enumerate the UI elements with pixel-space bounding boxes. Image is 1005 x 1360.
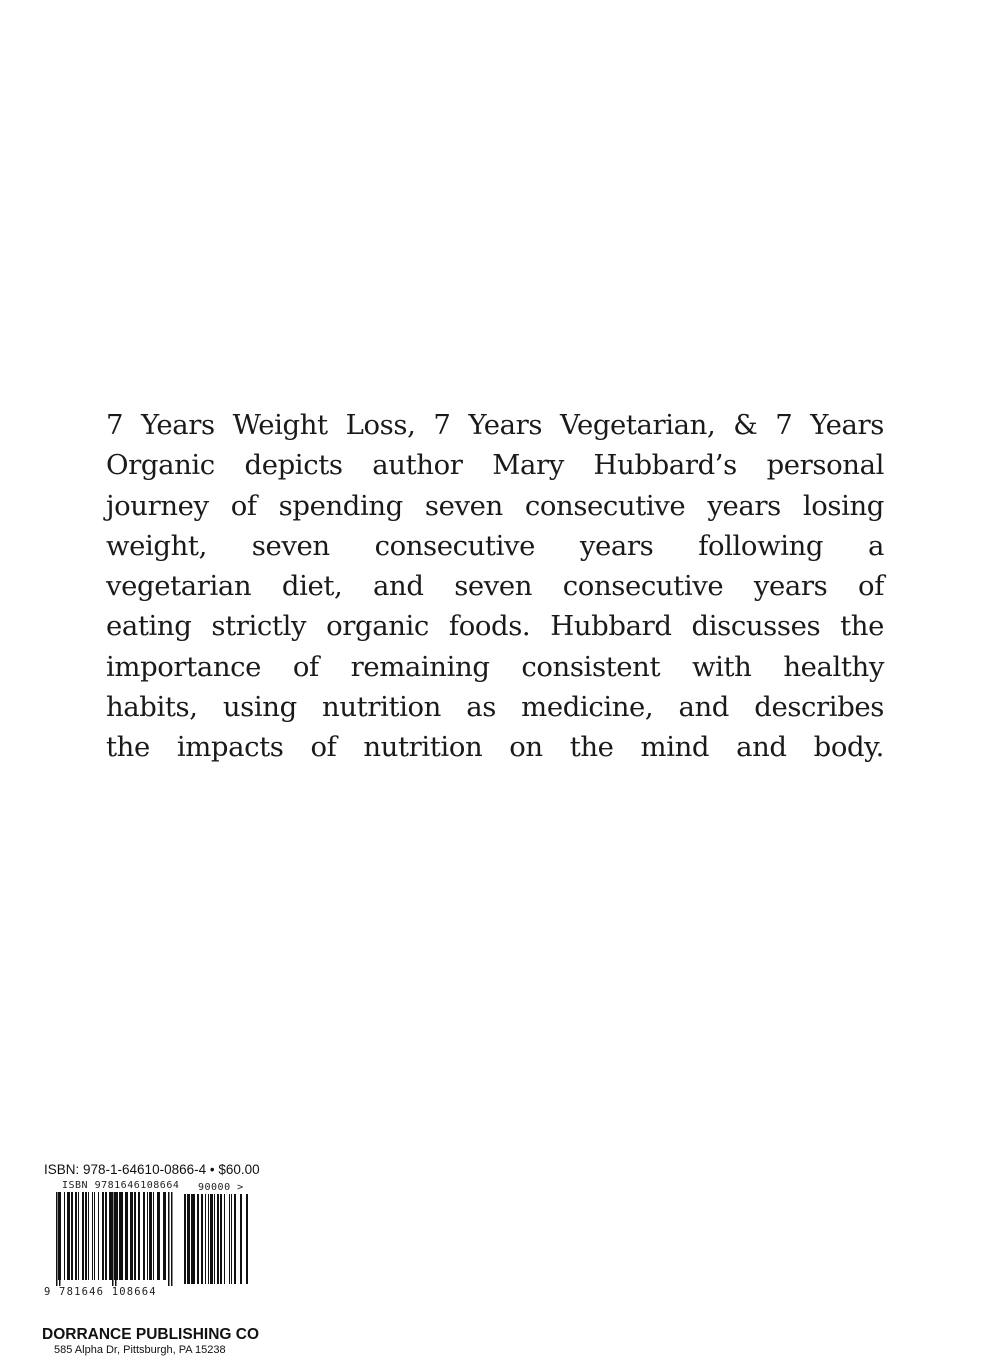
barcode-digits: 9 781646 108664 [44,1286,157,1298]
barcode [44,1180,262,1298]
description-line: the impacts of nutrition on the mind and body. [106,731,884,764]
description-line: eating strictly organic foods. Hubbard discusses the [106,610,884,643]
book-description [106,405,884,768]
isbn-price-line: ISBN: 978-1-64610-0866-4 • $60.00 [44,1162,260,1177]
publisher-address: 585 Alpha Dr, Pittsburgh, PA 15238 [54,1344,226,1356]
description-line: 7 Years Weight Loss, 7 Years Vegetarian, & 7 Years [106,409,884,441]
description-line: weight, seven consecutive years following a [106,529,884,562]
barcode-addon-label: 90000 > [198,1182,244,1193]
description-line: importance of remaining consistent with healthy [106,650,884,683]
barcode-isbn-label: ISBN 9781646108664 [62,1180,180,1191]
description-line: Organic depicts author Mary Hubbard’s personal [106,449,884,482]
publisher-name: DORRANCE PUBLISHING CO [42,1326,260,1343]
description-line: habits, using nutrition as medicine, and describes [106,691,884,724]
description-line: vegetarian diet, and seven consecutive years of [106,570,884,603]
description-line: journey of spending seven consecutive years losing [106,489,884,522]
barcode-bars-icon [52,1180,262,1298]
